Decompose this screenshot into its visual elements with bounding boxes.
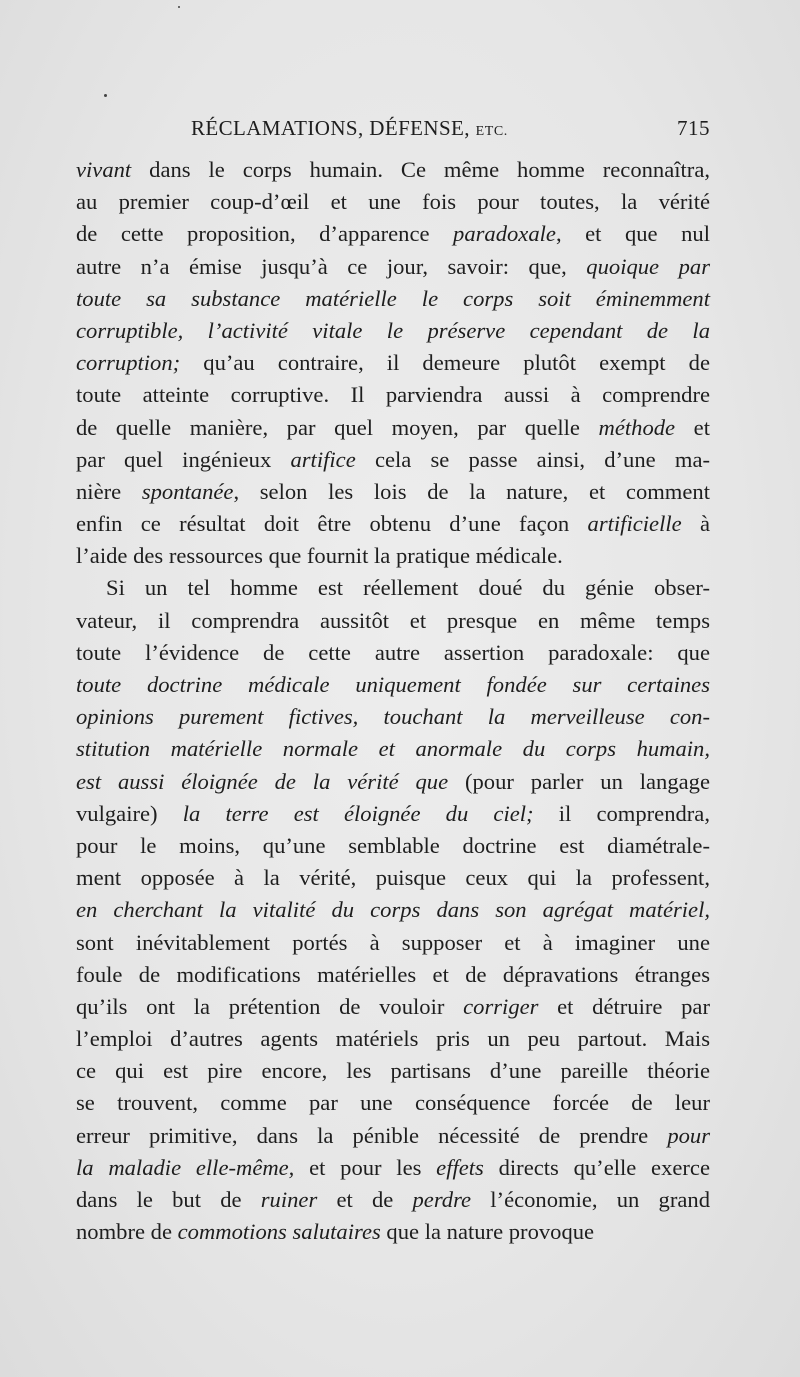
page-number: 715 xyxy=(677,116,710,140)
text-segment: directs qu’elle exerce xyxy=(483,1154,710,1180)
text-line xyxy=(76,347,710,379)
text-line xyxy=(76,605,710,637)
italic-text: la maladie elle-même, xyxy=(76,1154,295,1180)
text-segment: et de xyxy=(317,1187,413,1212)
running-title-small: ETC. xyxy=(475,124,508,139)
italic-text: toute doctrine médicale uniquement fondée sur certaines xyxy=(76,672,710,697)
italic-text: vivant xyxy=(76,157,132,182)
text-segment: il comprendra, xyxy=(533,800,710,826)
text-line xyxy=(76,991,710,1023)
text-line xyxy=(76,1023,710,1055)
text-segment: qu’au contraire, il demeure plutôt exempt de xyxy=(180,350,710,376)
text-line xyxy=(76,830,710,862)
text-line xyxy=(76,412,710,444)
italic-text: artifice xyxy=(290,446,356,472)
text-segment: et pour les xyxy=(294,1154,437,1180)
text-line xyxy=(76,1216,710,1248)
text-segment: erreur primitive, dans la pénible nécessité de prendre xyxy=(76,1122,668,1148)
italic-text: la terre est éloignée du ciel; xyxy=(182,800,534,826)
body-text xyxy=(76,154,710,1248)
text-line xyxy=(76,1184,710,1216)
text-line xyxy=(76,1055,710,1087)
text-segment: sont inévitablement portés à supposer et à imaginer une xyxy=(76,929,710,955)
running-title-main: RÉCLAMATIONS, DÉFENSE, xyxy=(191,116,470,140)
text-segment: de quelle manière, par quel moyen, par quelle xyxy=(76,414,599,440)
text-line xyxy=(76,379,710,411)
text-segment: de cette proposition, d’apparence xyxy=(76,221,454,247)
text-segment: Si un tel homme est réellement doué du génie obser- xyxy=(106,575,710,601)
text-segment: dans le corps humain. Ce même homme reconnaîtra, xyxy=(131,157,710,182)
text-line xyxy=(76,186,710,218)
text-segment: et détruire par xyxy=(538,993,710,1019)
text-segment: par quel ingénieux xyxy=(76,446,291,472)
italic-text: commotions salutaires xyxy=(177,1219,381,1245)
text-segment: nombre de xyxy=(76,1219,178,1245)
italic-text: corriger xyxy=(463,993,539,1019)
italic-text: ruiner xyxy=(260,1187,318,1212)
text-segment: enfin ce résultat doit être obtenu d’une façon xyxy=(76,511,588,537)
italic-text: méthode xyxy=(598,414,676,440)
italic-text: perdre xyxy=(412,1187,472,1212)
text-segment: toute l’évidence de cette autre assertion paradoxale: que xyxy=(76,639,710,665)
text-segment: se trouvent, comme par une conséquence forcée de leur xyxy=(76,1090,710,1116)
running-title xyxy=(191,116,508,141)
running-head xyxy=(76,116,710,150)
text-segment: (pour parler un langage xyxy=(448,768,710,794)
text-segment: qu’ils ont la prétention de vouloir xyxy=(76,993,464,1019)
italic-text: en cherchant la vitalité du corps dans son agrégat matériel, xyxy=(76,897,710,923)
text-segment: vulgaire) xyxy=(76,800,183,826)
text-line xyxy=(76,154,710,186)
text-line xyxy=(76,444,710,476)
text-line xyxy=(76,1087,710,1119)
italic-text: stitution matérielle normale et anormale du corps humain, xyxy=(76,736,710,762)
text-segment: pour le moins, qu’une semblable doctrine est diamétrale- xyxy=(76,832,710,858)
text-line xyxy=(76,251,710,283)
ink-speck xyxy=(178,6,180,8)
text-line xyxy=(76,637,710,669)
italic-text: opinions purement fictives, touchant la merveilleuse con- xyxy=(76,704,710,730)
text-line xyxy=(76,283,710,315)
text-line xyxy=(76,1152,710,1184)
text-segment: que la nature provoque xyxy=(380,1219,595,1245)
text-line xyxy=(76,862,710,894)
ink-speck xyxy=(104,94,107,97)
text-segment: nière xyxy=(76,478,142,504)
italic-text: paradoxale xyxy=(453,221,556,247)
text-line xyxy=(76,733,710,765)
text-line xyxy=(76,927,710,959)
text-segment: cela se passe ainsi, d’une ma- xyxy=(355,446,710,472)
text-segment: et xyxy=(675,414,710,440)
italic-text: spontanée xyxy=(141,478,234,504)
text-segment: vateur, il comprendra aussitôt et presque en même temps xyxy=(76,607,710,633)
text-segment: ce qui est pire encore, les partisans d’une pareille théorie xyxy=(76,1058,710,1084)
text-segment: l’emploi d’autres agents matériels pris un peu partout. Mais xyxy=(76,1026,710,1052)
italic-text: toute sa substance matérielle le corps soit éminemment xyxy=(76,285,710,311)
italic-text: quoique par xyxy=(586,253,710,279)
text-line xyxy=(76,766,710,798)
text-segment: , et que nul xyxy=(555,221,710,247)
text-line xyxy=(76,894,710,926)
text-line xyxy=(76,572,710,604)
text-segment: l’économie, un grand xyxy=(471,1187,710,1212)
text-line xyxy=(76,540,710,572)
text-segment: , selon les lois de la nature, et comment xyxy=(233,478,710,504)
text-line xyxy=(76,701,710,733)
text-line xyxy=(76,218,710,250)
italic-text: artificielle xyxy=(587,511,682,537)
italic-text: effets xyxy=(436,1154,484,1180)
text-line xyxy=(76,669,710,701)
text-line xyxy=(76,959,710,991)
text-segment: au premier coup-d’œil et une fois pour toutes, la vérité xyxy=(76,189,710,215)
text-line xyxy=(76,798,710,830)
text-segment: ment opposée à la vérité, puisque ceux qui la professent, xyxy=(76,865,710,891)
text-line xyxy=(76,315,710,347)
text-segment: toute atteinte corruptive. Il parviendra aussi à comprendre xyxy=(76,382,710,408)
italic-text: corruptible, l’activité vitale le préserve cependant de la xyxy=(76,317,710,343)
italic-text: pour xyxy=(667,1122,710,1148)
text-segment: autre n’a émise jusqu’à ce jour, savoir: que, xyxy=(76,253,587,279)
text-segment: dans le but de xyxy=(76,1187,261,1212)
italic-text: est aussi éloignée de la vérité que xyxy=(76,768,449,794)
italic-text: corruption; xyxy=(76,350,181,376)
text-segment: l’aide des ressources que fournit la pratique médicale. xyxy=(76,543,563,569)
text-segment: à xyxy=(681,511,710,537)
text-line xyxy=(76,476,710,508)
text-line xyxy=(76,508,710,540)
text-segment: foule de modifications matérielles et de dépravations étranges xyxy=(76,961,710,987)
text-line xyxy=(76,1120,710,1152)
